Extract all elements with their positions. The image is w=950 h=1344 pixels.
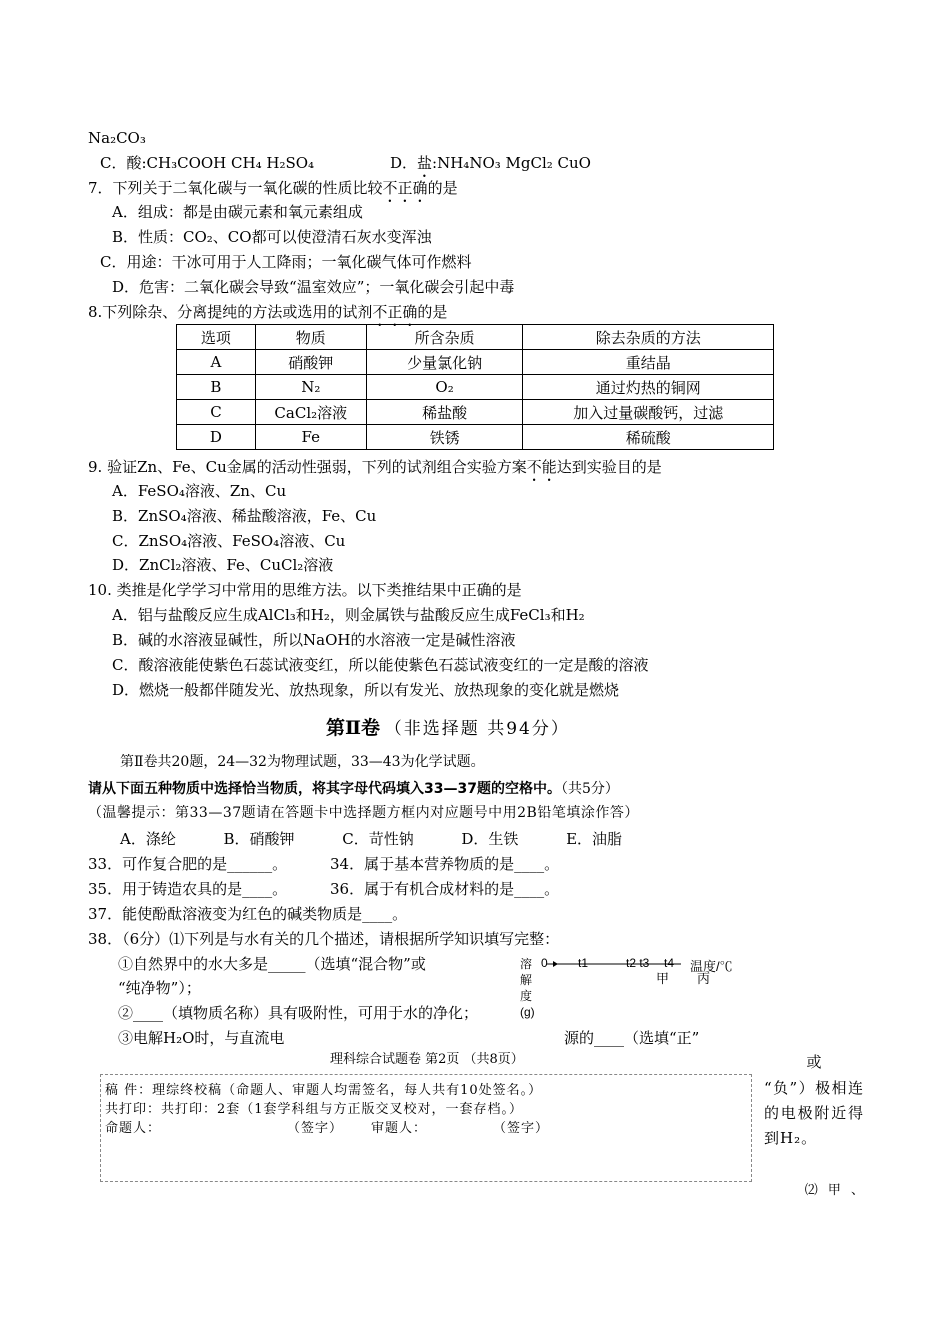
reviewer-label: 审题人： <box>371 1121 428 1136</box>
proposer-label: 命题人： <box>105 1121 162 1136</box>
q38-item-1: ①自然界中的水大多是_____（选填“混合物”或 <box>118 955 426 973</box>
graph-xlabel: 温度/℃ <box>690 959 733 974</box>
part2-intro: 第Ⅱ卷共20题，24—32为物理试题，33—43为化学试题。 <box>120 754 485 770</box>
question-35: 35．用于铸造农具的是____。 <box>88 880 288 898</box>
proof-line-1: 稿 件：理综终校稿（命题人、审题人均需签名，每人共有10处签名。） <box>105 1083 543 1098</box>
q10-option-a: A．铝与盐酸反应生成AlCl₃和H₂，则金属铁与盐酸反应生成FeCl₃和H₂ <box>112 606 585 624</box>
instruction-text: 请从下面五种物质中选择恰当物质，将其字母代码填入33—37题的空格中。 <box>88 781 561 797</box>
q7-emphasis: 不正确 <box>382 179 428 197</box>
graph-tick-t4: t4 <box>664 956 675 970</box>
salt-emphasis: 盐 <box>417 154 433 172</box>
graph-tick-t2t3: t2 t3 <box>626 956 650 970</box>
q38-item-3: ③电解H₂O时，与直流电 <box>118 1029 285 1047</box>
table-cell: Fe <box>255 425 366 450</box>
q7-option-c: C．用途：干冰可用于人工降雨；一氧化碳气体可作燃料 <box>100 253 472 271</box>
table-cell: A <box>177 350 256 375</box>
header-option: 选项 <box>177 325 256 350</box>
ylabel-char: (g) <box>520 1005 535 1019</box>
choices-line: A．涤纶 B．硝酸钾 C．苛性钠 D．生铁 E．油脂 <box>120 830 623 848</box>
q9-emphasis: 不能 <box>526 458 557 476</box>
q8-end: 的是 <box>417 303 448 321</box>
table-cell: 铁锈 <box>366 425 523 450</box>
table-row <box>177 425 774 450</box>
page-footer: 理科综合试题卷 第2页 （共8页） <box>330 1052 524 1067</box>
instruction-points: （共5分） <box>560 781 619 797</box>
option-d-letter: D． <box>390 154 418 172</box>
table-row <box>177 350 774 375</box>
part2-heading <box>326 716 570 741</box>
q10-option-d: D．燃烧一般都伴随发光、放热现象，所以有发光、放热现象的变化就是燃烧 <box>112 681 620 699</box>
q8-emphasis: 不正确 <box>372 303 418 321</box>
purification-table <box>176 324 774 450</box>
part2-subtitle: （非选择题 共94分） <box>384 719 570 739</box>
table-cell: D <box>177 425 256 450</box>
table-cell: B <box>177 375 256 400</box>
header-method: 除去杂质的方法 <box>523 325 774 350</box>
option-c-acid: C．酸:CH₃COOH CH₄ H₂SO₄ <box>100 154 315 172</box>
proof-line-2: 共打印：共打印：2套（1套学科组与方正版交叉校对，一套存档。） <box>105 1102 524 1117</box>
instruction <box>88 778 619 799</box>
q7-text: 7．下列关于二氧化碳与一氧化碳的性质比较 <box>88 179 383 197</box>
curve-label-bing: 丙 <box>697 971 711 986</box>
side-text-or: 或 <box>806 1053 822 1071</box>
header-impurity: 所含杂质 <box>366 325 523 350</box>
graph-ylabel <box>520 956 535 1020</box>
q38-item-2: ②____（填物质名称）具有吸附性，可用于水的净化； <box>118 1004 479 1022</box>
proof-note-box <box>100 1074 752 1182</box>
table-cell: 加入过量碳酸钙，过滤 <box>523 400 774 425</box>
q9-option-d: D．ZnCl₂溶液、Fe、CuCl₂溶液 <box>112 556 334 574</box>
q38-item-3b: 源的____（选填“正” <box>564 1029 700 1047</box>
q9-end: 达到实验目的是 <box>556 458 662 476</box>
ylabel-char: 解 <box>520 973 533 987</box>
line-na2co3: Na₂CO₃ <box>88 129 146 147</box>
reviewer-sign: （签字） <box>493 1121 550 1136</box>
ylabel-char: 度 <box>520 989 533 1003</box>
table-cell: 通过灼热的铜网 <box>523 375 774 400</box>
q7-option-b: B．性质：CO₂、CO都可以使澄清石灰水变浑浊 <box>112 228 432 246</box>
curve-label-jia: 甲 <box>656 971 670 986</box>
question-37: 37．能使酚酞溶液变为红色的碱类物质是____。 <box>88 905 408 923</box>
table-cell: 硝酸钾 <box>255 350 366 375</box>
q10-option-b: B．碱的水溶液显碱性，所以NaOH的水溶液一定是碱性溶液 <box>112 631 516 649</box>
side-text-jia: ⑵ 甲 、 <box>804 1183 864 1198</box>
graph-tick-t1: t1 <box>578 956 589 970</box>
table-cell: O₂ <box>366 375 523 400</box>
table-cell: N₂ <box>255 375 366 400</box>
table-cell: CaCl₂溶液 <box>255 400 366 425</box>
table-cell: C <box>177 400 256 425</box>
table-row <box>177 400 774 425</box>
q10-option-c: C．酸溶液能使紫色石蕊试液变红，所以能使紫色石蕊试液变红的一定是酸的溶液 <box>112 656 649 674</box>
hint-line: （温馨提示：第33—37题请在答题卡中选择题方框内对应题号中用2B铅笔填涂作答） <box>88 805 639 821</box>
part2-title: 第Ⅱ卷 <box>326 717 381 739</box>
question-38: 38．（6分）⑴下列是与水有关的几个描述，请根据所学知识填写完整： <box>88 930 560 948</box>
q8-text: 8.下列除杂、分离提纯的方法或选用的试剂 <box>88 303 373 321</box>
q7-end: 的是 <box>427 179 458 197</box>
question-34: 34．属于基本营养物质的是____。 <box>330 855 560 873</box>
ylabel-char: 溶 <box>520 957 533 971</box>
q7-option-a: A．组成：都是由碳元素和氧元素组成 <box>112 203 363 221</box>
proposer-sign: （签字） <box>287 1121 344 1136</box>
table-row <box>177 375 774 400</box>
q9-option-a: A．FeSO₄溶液、Zn、Cu <box>112 482 287 500</box>
table-cell: 少量氯化钠 <box>366 350 523 375</box>
table-cell: 重结晶 <box>523 350 774 375</box>
q9-option-b: B．ZnSO₄溶液、稀盐酸溶液，Fe、Cu <box>112 507 377 525</box>
q7-option-d: D．危害：二氧化碳会导致“温室效应”；一氧化碳会引起中毒 <box>112 278 515 296</box>
option-d-formulas: :NH₄NO₃ MgCl₂ CuO <box>432 154 591 172</box>
table-header-row <box>177 325 774 350</box>
q9-text: 9. 验证Zn、Fe、Cu金属的活动性强弱，下列的试剂组合实验方案 <box>88 458 527 476</box>
q9-option-c: C．ZnSO₄溶液、FeSO₄溶液、Cu <box>112 532 346 550</box>
question-10: 10. 类推是化学学习中常用的思维方法。以下类推结果中正确的是 <box>88 581 522 599</box>
header-substance: 物质 <box>255 325 366 350</box>
question-33: 33．可作复合肥的是______。 <box>88 855 288 873</box>
table-cell: 稀盐酸 <box>366 400 523 425</box>
side-text-electrode: “负”）极相连的电极附近得到H₂。 <box>764 1079 864 1147</box>
q38-item-1b: “纯净物”）； <box>118 979 201 997</box>
question-36: 36．属于有机合成材料的是____。 <box>330 880 560 898</box>
option-d-salt <box>390 153 591 181</box>
table-cell: 稀硫酸 <box>523 425 774 450</box>
graph-origin: 0 <box>541 956 548 970</box>
